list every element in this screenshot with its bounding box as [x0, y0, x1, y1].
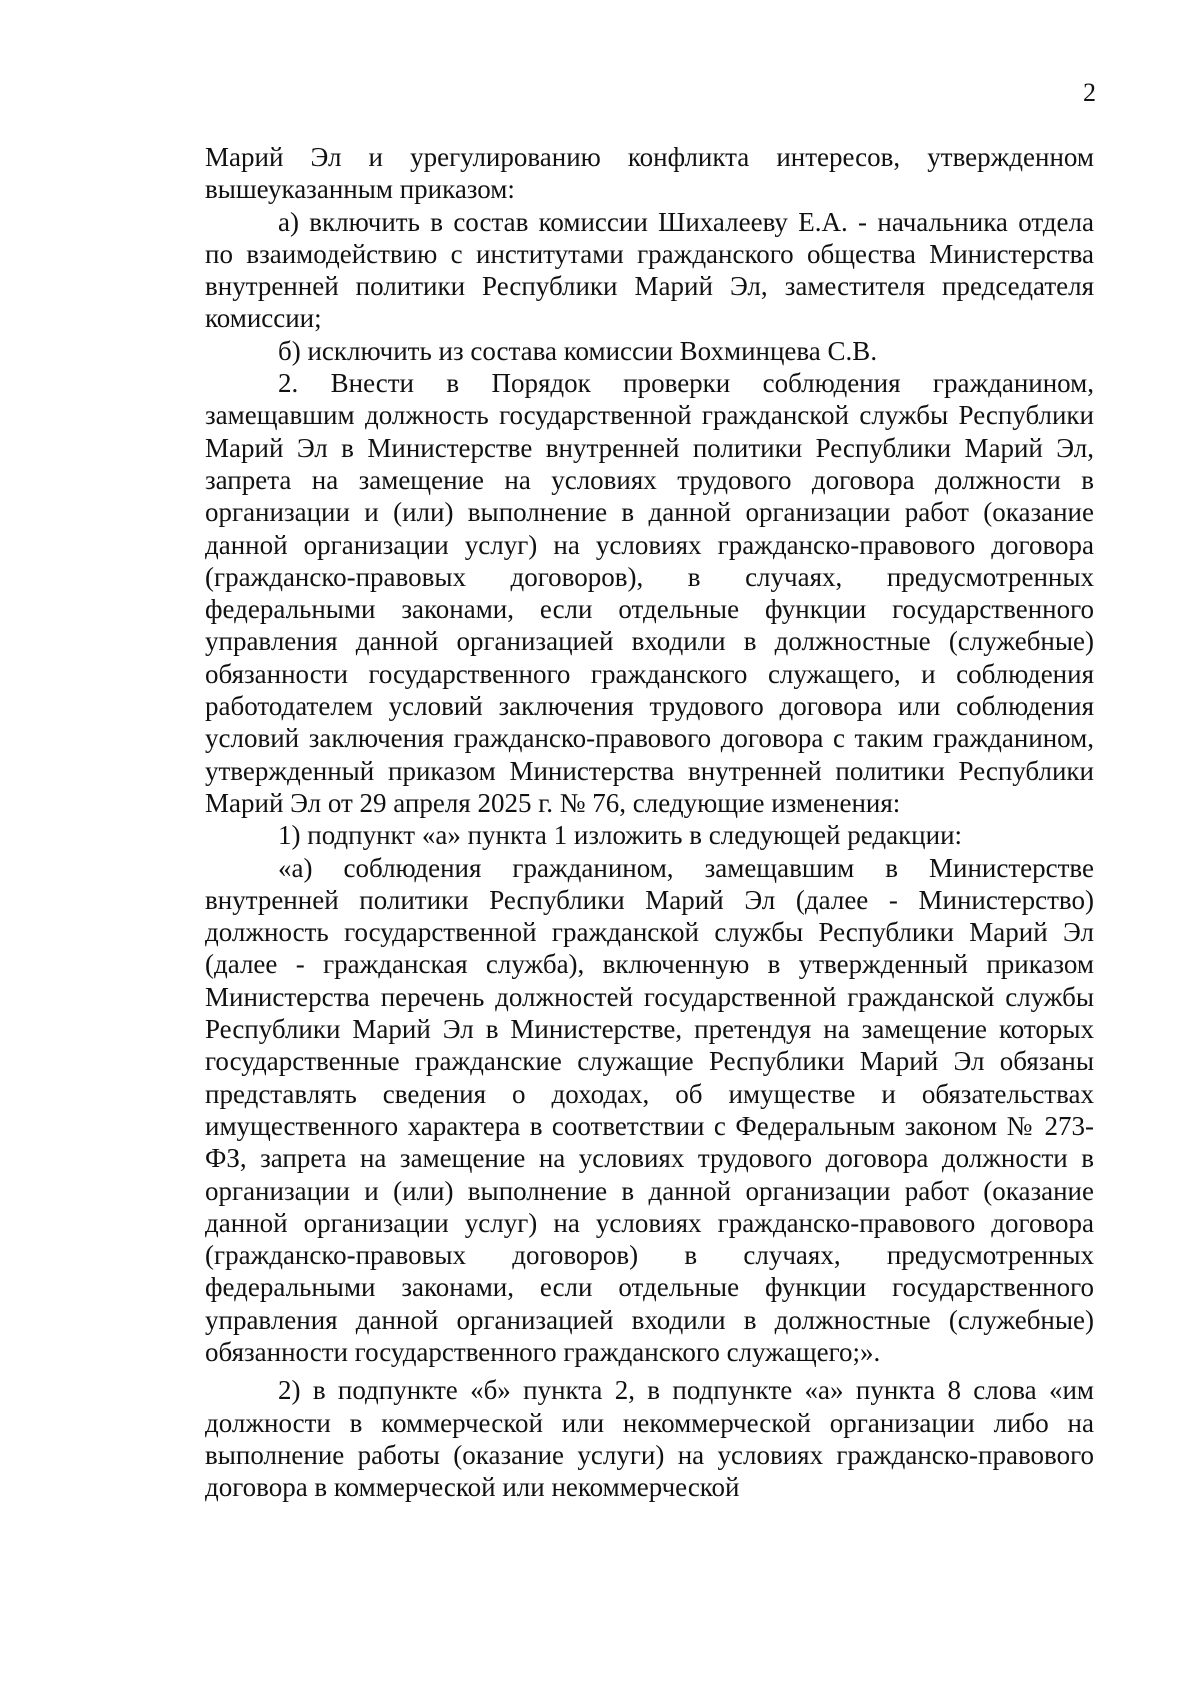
paragraph-point-2: 2. Внести в Порядок проверки соблюдения гражданином, замещавшим должность государственной гражданской службы Республики Марий Эл в Министерстве внутренней политики Республики Марий Эл, запрета на замещение на условиях трудового договора должности в организации и (или) выполнение в данной организации работ (оказание данной организации услуг) на условиях гражданско-правового договора (гражданско-правовых договоров), в случаях, предусмотренных федеральными законами, если отдельные функции государственного управления данной организацией входили в должностные (служебные) обязанности государственного гражданского служащего, и соблюдения работодателем условий заключения трудового договора или соблюдения условий заключения гражданско-правового договора с таким гражданином, утвержденный приказом Министерства внутренней политики Республики Марий Эл от 29 апреля 2025 г. № 76, следующие изменения:: [205, 368, 1094, 818]
document-body: [205, 141, 1094, 1503]
paragraph-subitem-1: 1) подпункт «а» пункта 1 изложить в следующей редакции:: [278, 820, 963, 851]
paragraph-quoted-subitem-a: «а) соблюдения гражданином, замещавшим в Министерстве внутренней политики Республики Марий Эл (далее - Министерство) должность государственной гражданской службы Республики Марий Эл (далее - гражданская служба), включенную в утвержденный приказом Министерства перечень должностей государственной гражданской службы Республики Марий Эл в Министерстве, претендуя на замещение которых государственные гражданские служащие Республики Марий Эл обязаны представлять сведения о доходах, об имуществе и обязательствах имущественного характера в соответствии с Федеральным законом № 273-ФЗ, запрета на замещение на условиях трудового договора должности в организации и (или) выполнение в данной организации работ (оказание данной организации услуг) на условиях гражданско-правового договора (гражданско-правовых договоров) в случаях, предусмотренных федеральными законами, если отдельные функции государственного управления данной организацией входили в должностные (служебные) обязанности государственного гражданского служащего;».: [205, 852, 1094, 1367]
paragraph-item-b-exclude: б) исключить из состава комиссии Вохминцева С.В.: [278, 335, 878, 366]
paragraph-item-a-include: а) включить в состав комиссии Шихалееву Е.А. - начальника отдела по взаимодействию с институтами гражданского общества Министерства внутренней политики Республики Марий Эл, заместителя председателя комиссии;: [205, 206, 1094, 334]
page-number: 2: [1083, 78, 1096, 107]
paragraph-commission-continuation: Марий Эл и урегулированию конфликта интересов, утвержденном вышеуказанным приказом:: [205, 142, 1094, 205]
paragraph-subitem-2: 2) в подпункте «б» пункта 2, в подпункте «а» пункта 8 слова «им должности в коммерческой или некоммерческой организации либо на выполнение работы (оказание услуги) на условиях гражданско-правового договора в коммерческой или некоммерческой: [205, 1375, 1094, 1503]
